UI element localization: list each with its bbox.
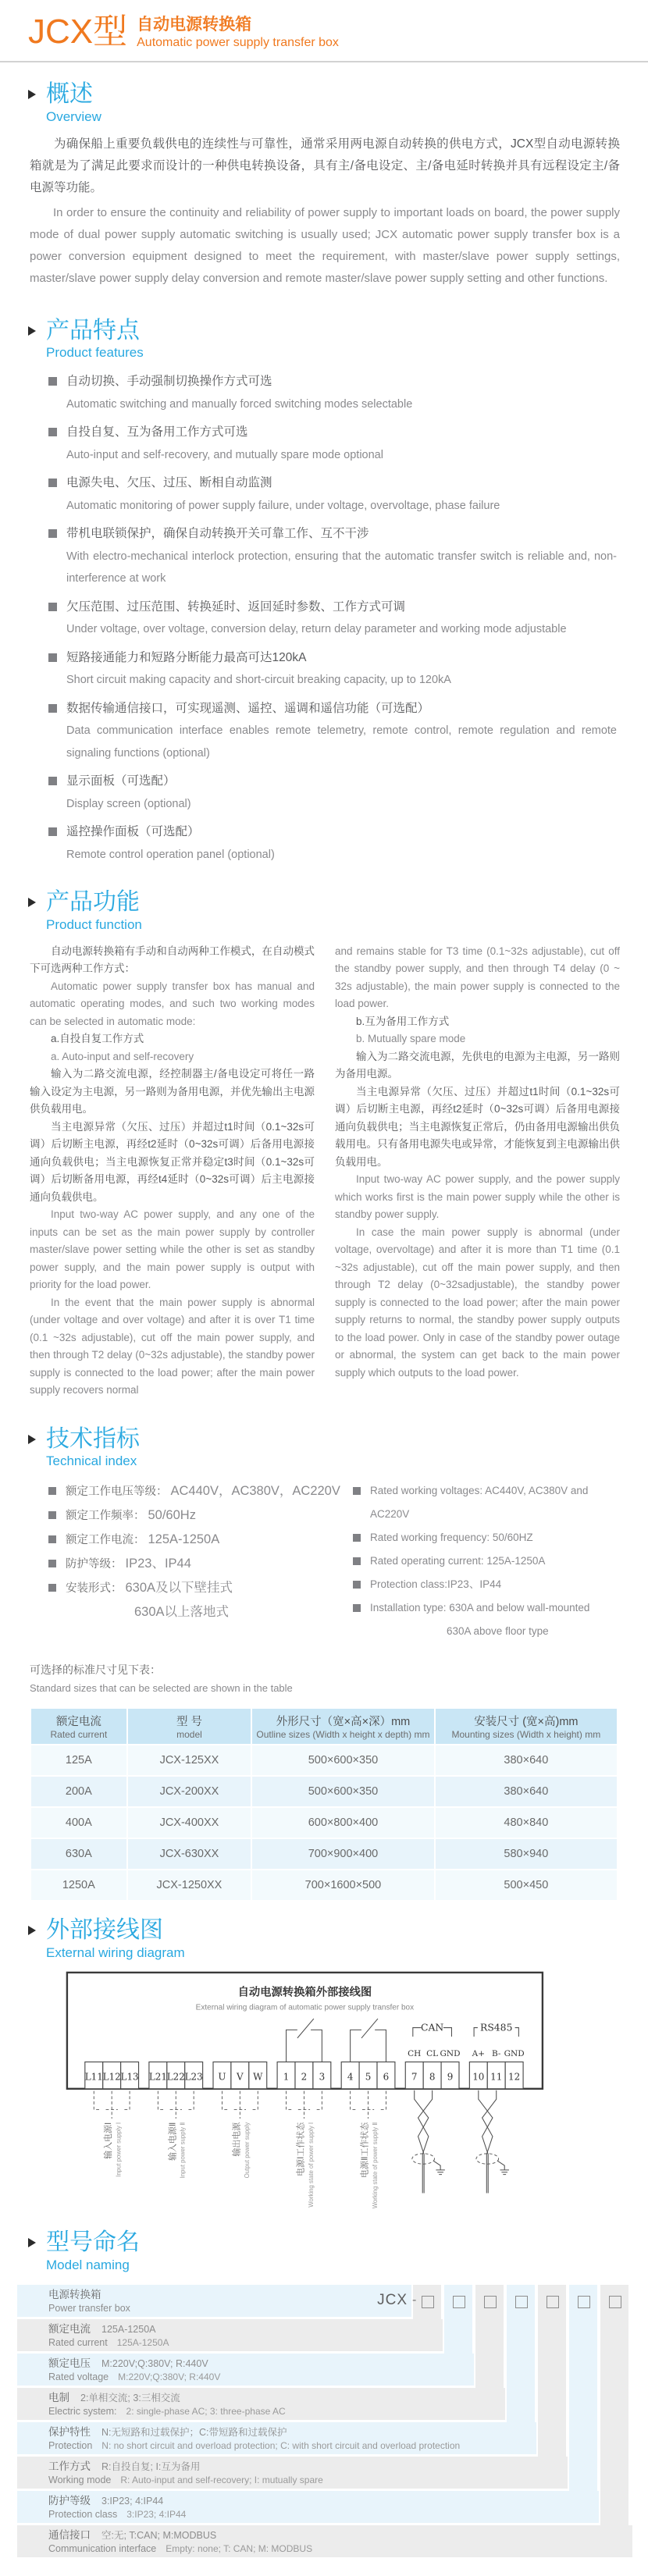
model-prefix: JCX — [377, 2291, 408, 2308]
list-item: Rated working voltages: AC440V, AC380V and AC220V — [353, 1479, 620, 1526]
svg-text:U: U — [218, 2071, 226, 2083]
feature-en: Remote control operation panel (optional) — [66, 848, 275, 861]
feature-en: Automatic switching and manually forced switching modes selectable — [66, 397, 413, 411]
model-digit-box — [422, 2296, 434, 2308]
tech-title-zh: 技术指标 — [46, 1425, 140, 1452]
function-title-en: Product function — [46, 916, 142, 932]
section-arrow-icon — [28, 326, 36, 336]
twisted-pair-can — [412, 2090, 445, 2194]
svg-text:L23: L23 — [184, 2071, 203, 2083]
svg-text:Input power supply Ⅱ: Input power supply Ⅱ — [179, 2122, 187, 2179]
naming-row: 额定电流 125A-1250A Rated current 125A-1250A — [17, 2319, 443, 2354]
feature-en: Data communication interface enables remote telemetry, remote control, remote regulation and remote signaling functions (optional) — [66, 724, 617, 760]
model-digit-box — [453, 2296, 465, 2308]
model-digit-box — [515, 2296, 528, 2308]
svg-text:2: 2 — [301, 2071, 308, 2083]
svg-text:Working state of power supply: Working state of power supply Ⅱ — [372, 2122, 379, 2209]
ground-icon — [498, 2161, 509, 2174]
can-bus-label: CAN — [420, 2021, 444, 2033]
header-divider — [0, 61, 648, 62]
svg-text:L11: L11 — [84, 2071, 103, 2083]
bullet-square-icon — [48, 479, 57, 487]
list-item — [48, 698, 617, 765]
svg-text:L12: L12 — [102, 2071, 121, 2083]
features-title-en: Product features — [46, 345, 144, 361]
svg-text:电源Ⅱ工作状态: 电源Ⅱ工作状态 — [360, 2122, 370, 2179]
column-header: 外形尺寸（宽×高×深）mm Outline sizes (Width x height x depth) mm — [251, 1708, 434, 1745]
svg-text:3: 3 — [319, 2071, 326, 2083]
svg-text:9: 9 — [447, 2071, 454, 2083]
bullet-square-icon — [353, 1487, 361, 1495]
feature-zh: 自投自复、互为备用工作方式可选 — [66, 425, 248, 439]
section-technical-index — [0, 1426, 648, 1644]
svg-text:5: 5 — [365, 2071, 372, 2083]
list-item: 额定工作电流： 125A-1250A — [48, 1528, 353, 1552]
bullet-square-icon — [48, 777, 57, 785]
list-item: 额定工作电压等级： AC440V，AC380V，AC220V — [48, 1479, 353, 1503]
model-digit-box — [547, 2296, 559, 2308]
tech-right-column — [353, 1479, 620, 1643]
overview-paragraph-zh: 为确保船上重要负载供电的连续性与可靠性，通常采用两电源自动转换的供电方式，JCX型自动电源转换箱就是为了满足此要求而设计的一种供电转换设备，具有主/备电设定、主/备电延时转换并具有远程设定主/备电源等功能。 — [30, 137, 620, 194]
svg-text:4: 4 — [347, 2071, 354, 2083]
naming-strip — [413, 2285, 441, 2351]
function-left-column — [30, 943, 315, 1400]
list-item — [48, 770, 617, 815]
page-header — [0, 0, 648, 52]
svg-text:L22: L22 — [166, 2071, 185, 2083]
paragraph: 当主电源异常（欠压、过压）并超过t1时间（0.1~32s可调）后切断主电源，再经t2延时（0~32s可调）后备用电源接通向负载供电；当主电源恢复正常后，仍由备用电源输出供负载用电。只有备用电源失电或异常，才能恢复到主电源输出供负载用电。 — [335, 1085, 620, 1168]
svg-text:12: 12 — [508, 2071, 521, 2083]
paragraph: b. Mutually spare mode — [356, 1033, 466, 1045]
wiring-title-en: External wiring diagram — [46, 1944, 185, 1960]
function-right-column — [335, 943, 620, 1400]
tech-left-extra: 630A以上落地式 — [134, 1605, 230, 1620]
svg-text:V: V — [237, 2071, 244, 2083]
table-header-row — [30, 1708, 618, 1745]
bullet-square-icon — [353, 1534, 361, 1542]
svg-text:7: 7 — [411, 2071, 418, 2083]
wiring-diagram — [66, 1971, 557, 2217]
feature-en: With electro-mechanical interlock protection, ensuring that the automatic transfer switch is reliable and, non-interference at work — [66, 550, 617, 585]
svg-text:11: 11 — [490, 2071, 503, 2083]
svg-text:8: 8 — [429, 2071, 436, 2083]
list-item — [48, 523, 617, 590]
wire-group-output — [222, 2091, 258, 2179]
paragraph: b.互为备用工作方式 — [356, 1015, 450, 1027]
list-item: Protection class:IP23、IP44 — [353, 1573, 620, 1596]
list-item — [48, 596, 617, 641]
list-item — [48, 422, 617, 466]
model-digit-box — [578, 2296, 590, 2308]
naming-row: 通信接口 空:无; T:CAN; M:MODBUS Communication interface Empty: none; T: CAN; M: MODBUS — [17, 2525, 632, 2560]
column-header: 额定电流 Rated current — [30, 1708, 127, 1745]
contact-switch-icon — [287, 2019, 322, 2062]
section-wiring-diagram — [0, 1917, 648, 2217]
section-arrow-icon — [28, 898, 36, 907]
list-item — [48, 821, 617, 866]
list-item — [48, 371, 617, 415]
list-item — [48, 647, 617, 692]
bullet-square-icon — [48, 377, 57, 386]
wiring-box-title-zh: 自动电源转换箱外部接线图 — [237, 1986, 372, 1999]
section-features — [0, 318, 648, 866]
naming-heading — [28, 2229, 648, 2274]
svg-text:L13: L13 — [120, 2071, 139, 2083]
list-item: 额定工作频率： 50/60Hz — [48, 1503, 353, 1528]
svg-text:Output power supply: Output power supply — [243, 2122, 251, 2179]
column-header: 型 号 model — [127, 1708, 252, 1745]
svg-text:L21: L21 — [148, 2071, 167, 2083]
paragraph: 输入为二路交流电源，先供电的电源为主电源，另一路则为备用电源。 — [335, 1050, 620, 1080]
function-columns — [30, 943, 620, 1400]
table-row: 1250A JCX-1250XX 700×1600×500 500×450 — [30, 1870, 618, 1901]
bullet-square-icon — [48, 1584, 56, 1592]
function-heading — [28, 889, 648, 934]
pin-label: B- — [491, 2048, 501, 2058]
section-product-function — [0, 889, 648, 1400]
feature-zh: 自动切换、手动强制切换操作方式可选 — [66, 375, 272, 389]
svg-text:电源Ⅰ工作状态: 电源Ⅰ工作状态 — [296, 2122, 306, 2176]
paragraph: 输入为二路交流电源，经控制器主/备电设定可将任一路输入设定为主电源，另一路则为备用电源，并优先输出主电源供负载用电。 — [30, 1068, 315, 1115]
model-digit-box — [484, 2296, 497, 2308]
tech-right-extra: 630A above floor type — [447, 1625, 549, 1638]
bullet-square-icon — [48, 704, 57, 713]
feature-en: Under voltage, over voltage, conversion delay, return delay parameter and working mode adjustable — [66, 623, 567, 636]
section-arrow-icon — [28, 2238, 36, 2247]
feature-zh: 短路接通能力和短路分断能力最高可达120kA — [66, 650, 307, 664]
overview-title-en: Overview — [46, 109, 101, 124]
paragraph: Input two-way AC power supply, and the power supply which works first is the main power supply while the other is standby power supply. — [335, 1173, 620, 1221]
pin-label: CL — [426, 2048, 439, 2058]
paragraph: Automatic power supply transfer box has manual and automatic operating modes, and such two working modes can be selected in automatic mode: — [30, 980, 315, 1027]
table-row: 125A JCX-125XX 500×600×350 380×640 — [30, 1745, 618, 1776]
paragraph: 当主电源异常（欠压、过压）并超过t1时间（0.1~32s可调）后切断主电源，再经t2延时（0~32s可调）后备用电源接通向负载供电；当主电源恢复正常并稳定t3时间（0.1~32s可调）后切断备用电源，再经t4延时（0~32s可调）后主电源接通向负载供电。 — [30, 1120, 315, 1203]
sizes-table — [30, 1707, 618, 1902]
wire-group-input1 — [94, 2091, 130, 2177]
bullet-square-icon — [48, 603, 57, 611]
section-model-naming — [0, 2229, 648, 2560]
model-digit-box — [609, 2296, 621, 2308]
naming-row: 电源转换箱 Power transfer box — [17, 2285, 411, 2319]
table-row: 200A JCX-200XX 500×600×350 380×640 — [30, 1776, 618, 1807]
pin-label: GND — [440, 2048, 461, 2058]
pin-label: GND — [504, 2048, 525, 2058]
naming-row: 电制 2:单相交流; 3:三相交流 Electric system: 2: single-phase AC; 3: three-phase AC — [17, 2388, 505, 2422]
feature-zh: 数据传输通信接口，可实现遥测、遥控、遥调和遥信功能（可选配） — [66, 701, 430, 715]
tech-title-en: Technical index — [46, 1453, 137, 1469]
wire-group-state2 — [351, 2091, 386, 2209]
sizes-intro-zh: 可选择的标准尺寸见下表： — [30, 1663, 161, 1677]
list-item: Installation type: 630A and below wall-mounted — [353, 1596, 620, 1620]
overview-paragraph-en: In order to ensure the continuity and reliability of power supply to important loads on board, the power supply mode of dual power supply automatic switching is usually used; JCX automatic power supply transfer box is a power conversion equipment designed to meet the requirement, with master/slave power supply settings, master/slave power supply delay conversion and remote master/slave power supply setting and other functions. — [30, 205, 620, 285]
product-title-en: Automatic power supply transfer box — [137, 36, 339, 50]
pin-label: A+ — [472, 2048, 486, 2058]
paragraph: and remains stable for T3 time (0.1~32s adjustable), cut off the standby power supply, and then through T4 delay (0 ~ 32s adjustable), the main power supply is connected to the load power. — [335, 945, 620, 1010]
svg-text:输入电源Ⅰ: 输入电源Ⅰ — [104, 2122, 114, 2159]
feature-zh: 电源失电、欠压、过压、断相自动监测 — [66, 476, 272, 490]
svg-text:W: W — [253, 2071, 263, 2083]
bullet-square-icon — [48, 428, 57, 436]
section-arrow-icon — [28, 1926, 36, 1935]
features-title-zh: 产品特点 — [46, 317, 140, 343]
feature-zh: 遥控操作面板（可选配） — [66, 825, 200, 839]
svg-text:10: 10 — [472, 2071, 485, 2083]
list-item — [48, 472, 617, 517]
contact-switch-icon — [351, 2019, 386, 2062]
model-dash: - — [412, 2293, 417, 2307]
bullet-square-icon — [48, 653, 57, 662]
paragraph: In case the main power supply is abnormal (under voltage, overvoltage) and after it is more than T1 time (0.1 ~32s adjustable), cut off the main power supply, and then through T2 delay (0~32sadjustable), the standby power supply is connected to the load power; after the main power supply returns to normal, the standby power supply outputs to the load power. Only in case of the standby power outage or abnormal, the system can get back to the main power supply which outputs to the load power. — [335, 1226, 620, 1379]
bullet-square-icon — [353, 1581, 361, 1589]
svg-text:1: 1 — [283, 2071, 290, 2083]
paragraph: a. Auto-input and self-recovery — [51, 1050, 194, 1062]
naming-strip — [507, 2285, 535, 2454]
product-title-zh: 自动电源转换箱 — [137, 16, 252, 34]
svg-text:输入电源Ⅱ: 输入电源Ⅱ — [168, 2122, 178, 2161]
bullet-square-icon — [48, 827, 57, 836]
feature-en: Display screen (optional) — [66, 797, 191, 810]
table-row: 630A JCX-630XX 700×900×400 580×940 — [30, 1838, 618, 1870]
section-arrow-icon — [28, 90, 36, 99]
bullet-square-icon — [48, 1535, 56, 1543]
svg-text:6: 6 — [383, 2071, 390, 2083]
list-item: 安装形式： 630A及以下壁挂式 — [48, 1576, 353, 1600]
feature-en: Automatic monitoring of power supply failure, under voltage, overvoltage, phase failure — [66, 499, 500, 512]
twisted-pair-rs485 — [476, 2090, 509, 2194]
list-item: 防护等级： IP23、IP44 — [48, 1552, 353, 1576]
paragraph: a.自投自复工作方式 — [51, 1033, 144, 1045]
feature-zh: 欠压范围、过压范围、转换延时、返回延时参数、工作方式可调 — [66, 600, 406, 614]
function-title-zh: 产品功能 — [46, 889, 140, 916]
bullet-square-icon — [353, 1557, 361, 1565]
feature-en: Auto-input and self-recovery, and mutually spare mode optional — [66, 448, 383, 461]
list-item: Rated working frequency: 50/60HZ — [353, 1526, 620, 1550]
bullet-square-icon — [353, 1604, 361, 1612]
wiring-box-title-en: External wiring diagram of automatic power supply transfer box — [195, 2003, 415, 2012]
rs485-bus-label: RS485 — [479, 2021, 513, 2033]
paragraph: In the event that the main power supply is abnormal (under voltage and over voltage) and after it is over T1 time (0.1 ~32s adjustable), cut off the main power supply, and then through T2 delay (0~32s adjustable), the standby power supply is connected to the load power; after the main power supply recovers normal — [30, 1296, 315, 1397]
tech-left-column — [48, 1479, 353, 1643]
wiring-title-zh: 外部接线图 — [46, 1917, 163, 1944]
feature-en: Short circuit making capacity and short-circuit breaking capacity, up to 120kA — [66, 674, 451, 687]
naming-strip — [569, 2285, 597, 2523]
column-header: 安装尺寸 (宽×高)mm Mounting sizes (Width x height) mm — [435, 1708, 618, 1745]
bullet-square-icon — [48, 1511, 56, 1519]
shield-icon — [476, 2154, 499, 2164]
pin-label: CH — [408, 2048, 422, 2058]
list-item: Rated operating current: 125A-1250A — [353, 1550, 620, 1573]
feature-zh: 显示面板（可选配） — [66, 774, 176, 788]
paragraph: 自动电源转换箱有手动和自动两种工作模式，在自动模式下可选两种工作方式： — [30, 945, 315, 975]
bullet-square-icon — [48, 529, 57, 538]
wire-group-input2 — [158, 2091, 194, 2179]
section-standard-sizes — [0, 1660, 648, 1902]
svg-text:Working state of power supply: Working state of power supply Ⅰ — [307, 2122, 315, 2208]
table-row: 400A JCX-400XX 600×800×400 480×840 — [30, 1807, 618, 1838]
naming-row: 防护等级 3:IP23; 4:IP44 Protection class 3:IP23; 4:IP44 — [17, 2491, 599, 2525]
naming-row: 保护特性 N:无短路和过载保护；C:带短路和过载保护 Protection N: no short circuit and overload protection; C: with short circuit and overload protection — [17, 2422, 536, 2457]
tech-heading — [28, 1426, 648, 1471]
wire-group-state1 — [287, 2091, 322, 2208]
naming-title-zh: 型号命名 — [46, 2229, 140, 2256]
naming-row: 工作方式 R:自投自复; I:互为备用 Working mode R: Auto-input and self-recovery; I: mutually spare — [17, 2457, 568, 2491]
features-list — [48, 371, 617, 866]
feature-zh: 带机电联锁保护，确保自动转换开关可靠工作、互不干涉 — [66, 527, 369, 541]
wiring-heading — [28, 1917, 648, 1962]
features-heading — [28, 318, 648, 362]
product-model-title: JCX型 — [28, 12, 128, 52]
ground-icon — [434, 2161, 445, 2174]
model-naming-ladder — [17, 2285, 632, 2560]
bullet-square-icon — [48, 1560, 56, 1567]
shield-icon — [412, 2154, 435, 2164]
naming-row: 额定电压 M:220V;Q:380V; R:440V Rated voltage M:220V;Q:380V; R:440V — [17, 2354, 474, 2388]
naming-title-en: Model naming — [46, 2257, 130, 2272]
naming-strip — [538, 2285, 566, 2489]
paragraph: Input two-way AC power supply, and any one of the inputs can be set as the main power supply by controller master/slave power setting while the other is set as standby power supply, and the main power supply is output with priority for the load power. — [30, 1208, 315, 1291]
sizes-intro-en: Standard sizes that can be selected are shown in the table — [30, 1682, 293, 1695]
naming-strip — [600, 2285, 628, 2557]
overview-heading — [28, 81, 648, 126]
bullet-square-icon — [48, 1487, 56, 1495]
section-overview — [0, 81, 648, 290]
tech-columns — [48, 1479, 620, 1643]
svg-text:输出电源: 输出电源 — [232, 2122, 242, 2157]
overview-title-zh: 概述 — [46, 81, 93, 108]
svg-text:Input power supply Ⅰ: Input power supply Ⅰ — [115, 2122, 123, 2177]
section-arrow-icon — [28, 1435, 36, 1444]
